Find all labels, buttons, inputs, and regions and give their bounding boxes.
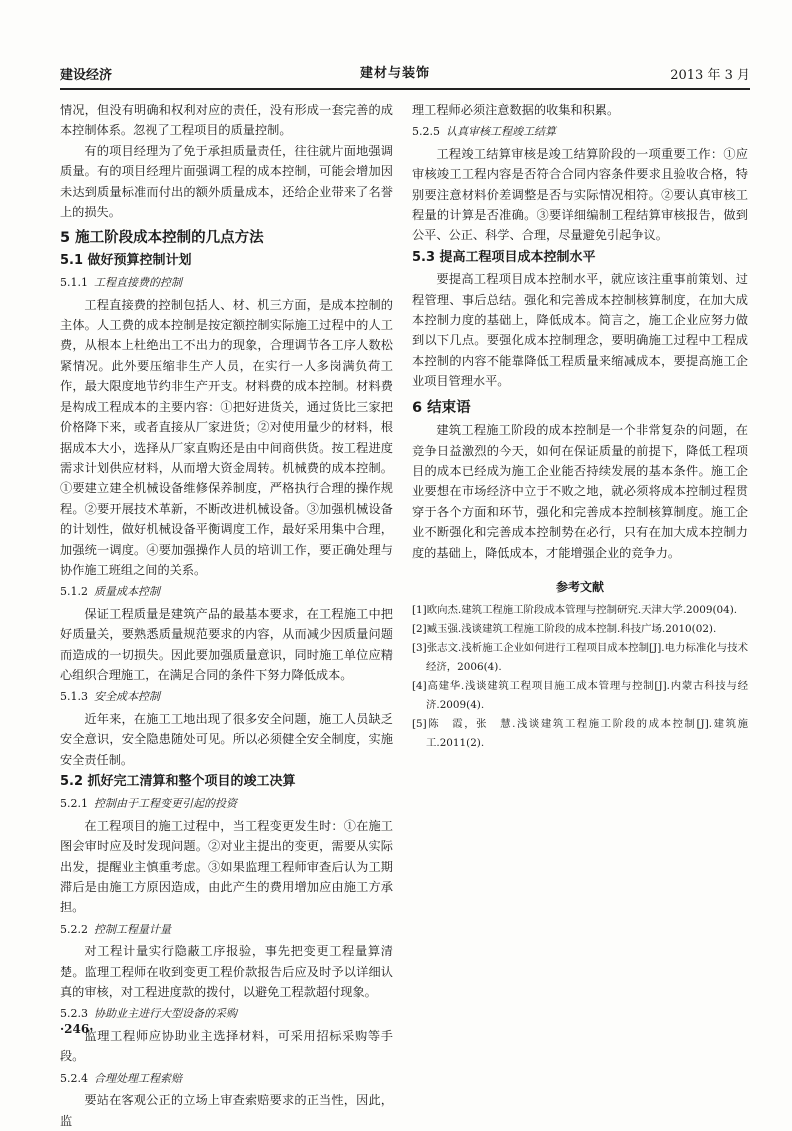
reference-item: [3]张志文.浅析施工企业如何进行工程项目成本控制[J].电力标准化与技术经济，2006(4). (412, 642, 748, 674)
right-column (412, 100, 748, 753)
header-rule (60, 88, 750, 90)
paragraph: 理工程师必须注意数据的收集和积累。 (412, 103, 620, 117)
issue-date: 2013 年 3 月 (670, 68, 750, 83)
subsubsection-heading: 5.1.3 安全成本控制 (60, 690, 160, 704)
paragraph: 在工程项目的施工过程中，当工程变更发生时：①在施工图会审时应及时发现问题。②对业主提出的变更，需要从实际出发，提醒业主慎重考虑。③如果监理工程师审查后认为工期滞后是由施工方原因造成，由此产生的费用增加应由施工方承担。 (60, 818, 393, 915)
subsubsection-heading: 5.2.2 控制工程量计量 (60, 922, 171, 936)
paragraph: 要站在客观公正的立场上审查索赔要求的正当性，因此，监 (60, 1093, 393, 1128)
subsubsection-heading: 5.2.1 控制由于工程变更引起的投资 (60, 797, 237, 811)
paragraph: 对工程计量实行隐蔽工序报验，事先把变更工程量算清楚。监理工程师在收到变更工程价款报告后应及时予以详细认真的审核，对工程进度款的拨付，以避免工程款超付现象。 (60, 944, 393, 1000)
left-column (60, 100, 393, 1131)
reference-item: [4]高建华.浅谈建筑工程项目施工成本管理与控制[J].内蒙古科技与经济.2009(4). (412, 680, 748, 712)
subsubsection-heading: 5.2.3 协助业主进行大型设备的采购 (60, 1007, 237, 1021)
reference-item: [5]陈 霞，张 慧.浅谈建筑工程施工阶段的成本控制[J].建筑施工.2011(2). (412, 718, 748, 750)
subsubsection-heading: 5.1.1 工程直接费的控制 (60, 276, 182, 290)
subsubsection-heading: 5.2.4 合理处理工程索赔 (60, 1071, 182, 1085)
subsection-heading: 5.1 做好预算控制计划 (60, 252, 192, 268)
paragraph: 近年来，在施工工地出现了很多安全问题，施工人员缺乏安全意识，安全隐患随处可见。所以必须健全安全制度，实施安全责任制。 (60, 711, 393, 767)
subsubsection-heading: 5.2.5 认真审核工程竣工结算 (412, 125, 556, 139)
references-title: 参考文献 (555, 579, 604, 594)
magazine-logo: 建材与装饰 (360, 66, 431, 81)
paragraph: 要提高工程项目成本控制水平，就应该注重事前策划、过程管理、事后总结。强化和完善成本控制核算制度，在加大成本控制力度的基础上，降低成本。简言之，施工企业应努力做到以下几点。要强化成本控制理念，要明确施工过程中工程成本控制的内容不能靠降低工程质量来缩减成本，要提高施工企业项目管理水平。 (412, 272, 748, 389)
paragraph: 建筑工程施工阶段的成本控制是一个非常复杂的问题，在竞争日益激烈的今天，如何在保证质量的前提下，降低工程项目的成本已经成为施工企业能否持续发展的基本条件。施工企业要想在市场经济中立于不败之地，就必须将成本控制过程贯穿于各个方面和环节，强化和完善成本控制核算制度。施工企业不断强化和完善成本控制势在必行，只有在加大成本控制力度的基础上，降低成本，才能增强企业的竞争力。 (412, 423, 748, 560)
subsection-heading: 5.3 提高工程项目成本控制水平 (412, 249, 596, 265)
journal-section: 建设经济 (60, 68, 113, 83)
paragraph: 监理工程师应协助业主选择材料，可采用招标采购等手段。 (60, 1028, 393, 1064)
paragraph: 工程直接费的控制包括人、材、机三方面，是成本控制的主体。人工费的成本控制是按定额控制实际施工过程中的人工费，从根本上杜绝出工不出力的现象，合理调节各工序人数松紧情况。此外要压缩非生产人员，在实行一人多岗满负荷工作，最大限度地节约非生产开支。材料费的成本控制。材料费是构成工程成本的主要内容：①把好进货关，通过货比三家把价格降下来，或者直接从厂家进货；②对使用量少的材料，根据成本大小，选择从厂家直购还是由中间商供货。按工程进度需求计划供应材料，从而增大资金周转。机械费的成本控制。①要建立建全机械设备维修保养制度，严格执行合理的操作规程。②要开展技术革新，不断改进机械设备。③加强机械设备的计划性，做好机械设备平衡调度工作，最好采用集中合理，加强统一调度。④要加强操作人员的培训工作，要正确处理与协作施工班组之间的关系。 (60, 297, 393, 577)
page-number: ·246· (60, 1022, 94, 1036)
paragraph: 情况，但没有明确和权利对应的责任，没有形成一套完善的成本控制体系。忽视了工程项目的质量控制。 (60, 103, 393, 138)
subsubsection-heading: 5.1.2 质量成本控制 (60, 585, 160, 599)
paragraph: 有的项目经理为了免于承担质量责任，往往就片面地强调质量。有的项目经理片面强调工程的成本控制，可能会增加因未达到质量标准而付出的额外质量成本，还给企业带来了名誉上的损失。 (60, 143, 393, 220)
paragraph: 工程竣工结算审核是竣工结算阶段的一项重要工作：①应审核竣工工程内容是否符合合同内容条件要求且验收合格，特别要注意材料价差调整是否与实际情况相符。②要认真审核工程量的计算是否准确。③要详细编制工程结算审核报告，做到公平、公正、科学、合理，尽量避免引起争议。 (412, 146, 748, 243)
subsection-heading: 5.2 抓好完工清算和整个项目的竣工决算 (60, 774, 296, 789)
section-heading: 5 施工阶段成本控制的几点方法 (60, 230, 264, 247)
paragraph: 保证工程质量是建筑产品的最基本要求，在工程施工中把好质量关，要熟悉质量规范要求的内容，从而减少因质量问题而造成的一切损失。因此要加强质量意识，同时施工单位应精心组织合理施工，在满足合同的条件下努力降低成本。 (60, 606, 393, 682)
section-heading: 6 结束语 (412, 399, 471, 416)
running-header (60, 62, 750, 84)
reference-item: [1]欧向杰.建筑工程施工阶段成本管理与控制研究.天津大学.2009(04). (412, 604, 738, 617)
reference-item: [2]臧玉强.浅谈建筑工程施工阶段的成本控制.科技广场.2010(02). (412, 623, 717, 636)
